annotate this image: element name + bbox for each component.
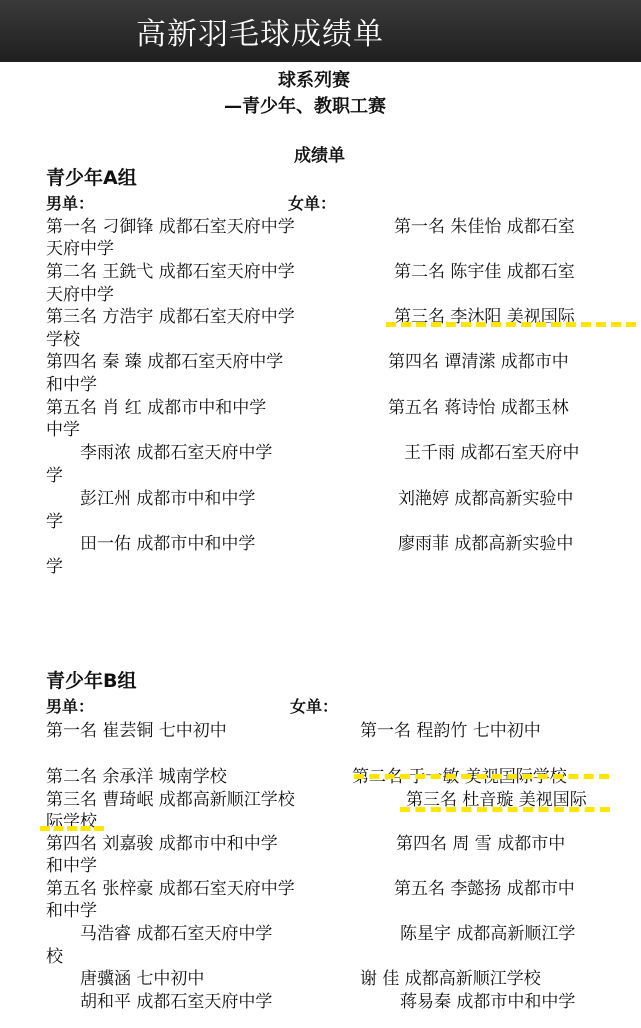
group-b-men-4: 第四名 刘嘉骏 成都市中和中学 <box>46 834 278 854</box>
group-a-men-3-wrap: 学校 <box>46 330 80 350</box>
highlight-mark <box>400 807 610 812</box>
group-a-women-2: 第二名 陈宇佳 成都石室 <box>394 262 575 282</box>
group-b-title: 青少年B组 <box>46 670 137 692</box>
group-a-men-4: 第四名 秦 臻 成都石室天府中学 <box>46 352 284 372</box>
group-a-men-3: 第三名 方浩宇 成都石室天府中学 <box>46 307 295 327</box>
group-b-women-label: 女单： <box>290 697 339 716</box>
doc-title-line1: 球系列赛 <box>278 70 350 91</box>
group-a-women-6: 王千雨 成都石室天府中 <box>404 443 580 463</box>
group-a-men-5: 第五名 肖 红 成都市中和中学 <box>46 398 267 418</box>
group-a-men-5-wrap: 中学 <box>46 420 80 440</box>
group-b-men-2: 第二名 余承洋 城南学校 <box>46 767 227 787</box>
title-banner <box>0 0 641 62</box>
group-a-men-6: 李雨浓 成都石室天府中学 <box>80 443 273 463</box>
group-b-women-6: 陈星宇 成都高新顺江学 <box>400 924 576 944</box>
group-a-women-8: 廖雨菲 成都高新实验中 <box>398 534 574 554</box>
group-b-men-8: 胡和平 成都石室天府中学 <box>80 992 273 1012</box>
group-a-men-1: 第一名 刁御锋 成都石室天府中学 <box>46 217 295 237</box>
group-b-men-6-wrap: 校 <box>46 947 63 967</box>
group-a-men-8-wrap: 学 <box>46 557 63 577</box>
group-b-women-8: 蒋易秦 成都市中和中学 <box>400 992 576 1012</box>
group-a-men-7: 彭江州 成都市中和中学 <box>80 489 256 509</box>
group-b-men-6: 马浩睿 成都石室天府中学 <box>80 924 273 944</box>
group-a-men-6-wrap: 学 <box>46 466 63 486</box>
group-b-women-5: 第五名 李懿扬 成都市中 <box>394 879 575 899</box>
group-b-women-4: 第四名 周 雪 成都市中 <box>396 834 566 854</box>
group-b-men-7: 唐骥涵 七中初中 <box>80 969 205 989</box>
group-a-women-5: 第五名 蒋诗怡 成都玉林 <box>388 398 569 418</box>
group-b-women-2: 第二名 于一敏 美视国际学校 <box>352 767 567 787</box>
group-b-men-5-wrap: 和中学 <box>46 901 97 921</box>
group-a-women-1: 第一名 朱佳怡 成都石室 <box>394 217 575 237</box>
group-b-women-1: 第一名 程韵竹 七中初中 <box>360 721 541 741</box>
highlight-mark <box>354 774 609 779</box>
group-b-men-3-wrap: 际学校 <box>46 812 97 832</box>
group-b-men-5: 第五名 张梓豪 成都石室天府中学 <box>46 879 295 899</box>
group-a-women-7: 刘滟婷 成都高新实验中 <box>398 489 574 509</box>
banner-title: 高新羽毛球成绩单 <box>136 17 384 52</box>
group-a-men-8: 田一佑 成都市中和中学 <box>80 534 256 554</box>
group-a-women-4: 第四名 谭清潆 成都市中 <box>388 352 569 372</box>
group-a-men-2-wrap: 天府中学 <box>46 285 114 305</box>
doc-title-line2: —青少年、教职工赛 <box>224 96 386 117</box>
group-a-men-2: 第二名 王銑弋 成都石室天府中学 <box>46 262 295 282</box>
group-b-women-7: 谢 佳 成都高新顺江学校 <box>360 969 541 989</box>
highlight-mark <box>386 322 636 327</box>
highlight-mark <box>40 826 104 831</box>
group-b-men-3: 第三名 曹琦岷 成都高新顺江学校 <box>46 790 295 810</box>
group-a-men-7-wrap: 学 <box>46 512 63 532</box>
group-b-women-3: 第三名 杜音璇 美视国际 <box>406 790 587 810</box>
group-a-men-4-wrap: 和中学 <box>46 375 97 395</box>
group-b-men-1: 第一名 崔芸铜 七中初中 <box>46 721 227 741</box>
group-a-women-label: 女单： <box>288 194 337 213</box>
group-b-men-4-wrap: 和中学 <box>46 856 97 876</box>
group-a-title: 青少年A组 <box>46 167 137 189</box>
results-heading: 成绩单 <box>294 146 345 166</box>
group-a-men-1-wrap: 天府中学 <box>46 239 114 259</box>
group-b-men-label: 男单： <box>46 697 95 716</box>
group-a-men-label: 男单： <box>46 194 95 213</box>
group-a-women-3: 第三名 李沐阳 美视国际 <box>394 307 575 327</box>
